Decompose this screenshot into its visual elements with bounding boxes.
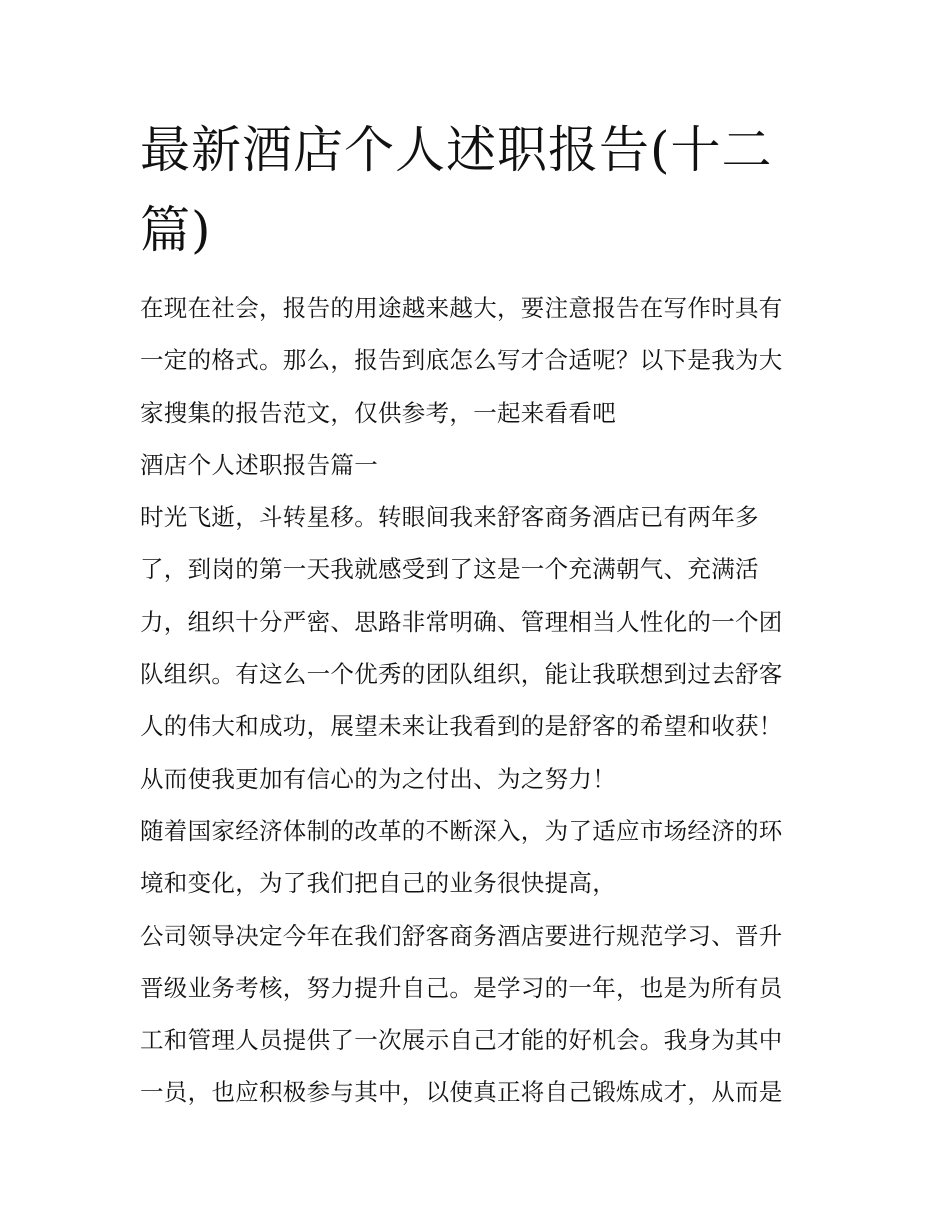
text-line: 晋级业务考核，努力提升自己。是学习的一年，也是为所有员 [140,973,783,1002]
text-line-intro-1: 在现在社会，报告的用途越来越大，要注意报告在写作时具有 [140,294,783,322]
text-line: 力，组织十分严密、思路非常明确、管理相当人性化的一个团 [140,607,783,636]
section-heading: 酒店个人述职报告篇一 [140,450,378,479]
text-line: 工和管理人员提供了一次展示自己才能的好机会。我身为其中 [140,1026,783,1055]
text-line-intro-3: 家搜集的报告范文，仅供参考，一起来看看吧 [140,398,616,427]
text-line: 境和变化，为了我们把自己的业务很快提高， [140,869,616,898]
text-line: 从而使我更加有信心的为之付出、为之努力！ [140,764,616,793]
text-line: 时光飞逝，斗转星移。转眼间我来舒客商务酒店已有两年多 [140,503,759,532]
text-line: 随着国家经济体制的改革的不断深入，为了适应市场经济的环 [140,816,783,845]
text-line: 一员，也应积极参与其中，以使真正将自己锻炼成才，从而是 [140,1078,783,1107]
document-title: 最新酒店个人述职报告(十二篇) [140,121,773,259]
text-line: 公司领导决定今年在我们舒客商务酒店要进行规范学习、晋升 [140,921,783,950]
text-line: 人的伟大和成功，展望未来让我看到的是舒客的希望和收获！ [140,712,783,741]
text-line: 了，到岗的第一天我就感受到了这是一个充满朝气、充满活 [140,555,759,584]
text-line: 队组织。有这么一个优秀的团队组织，能让我联想到过去舒客 [140,660,783,689]
text-line-intro-2: 一定的格式。那么，报告到底怎么写才合适呢？以下是我为大 [140,346,783,375]
document-body [140,282,820,1119]
